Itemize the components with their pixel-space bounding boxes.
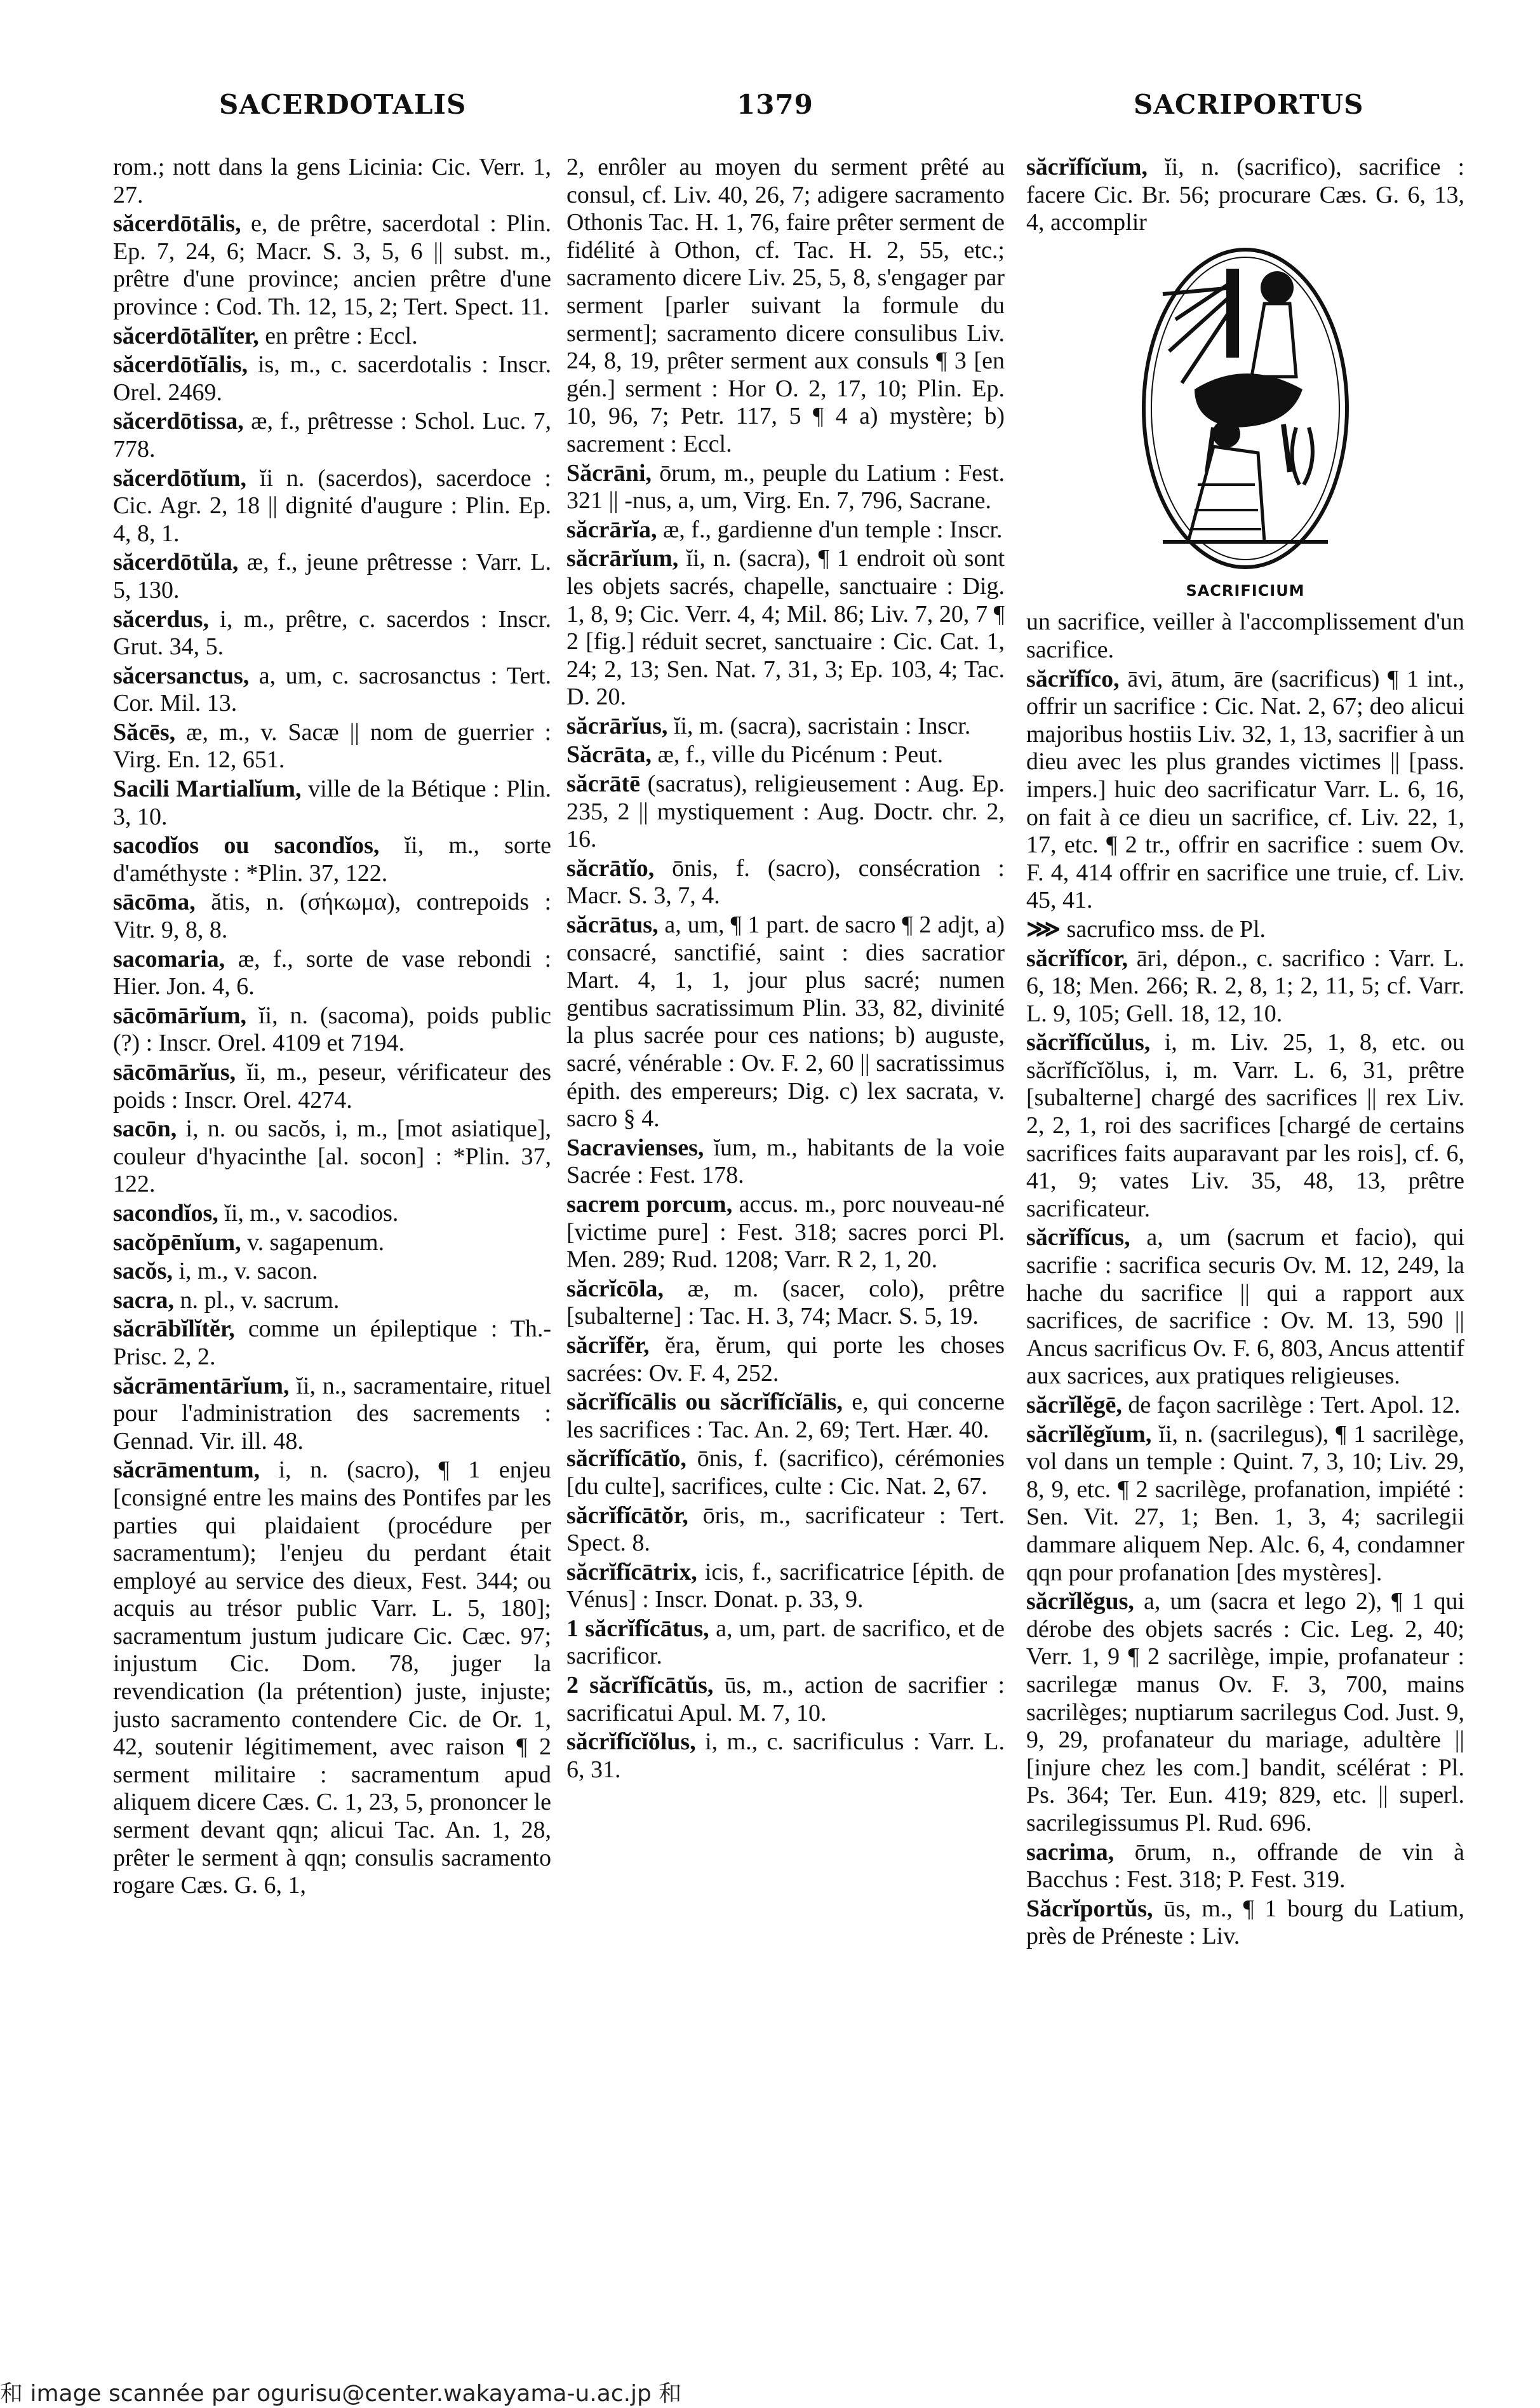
entry-headword: săcrārĭus, — [566, 712, 668, 739]
entry-definition: a, um (sacrum et facio), qui sacrifie : sacrifica securis Ov. M. 12, 249, la hache du sacrifice || qui a rapport aux sacrifices, de sacrifice : Ov. M. 13, 590 || Ancus sacrificus Ov. F. 6, 803, Ancus attentif aux sacrices, aux pratiques religieuses. — [1026, 1224, 1464, 1390]
entry-headword: săcrĭfĭcus, — [1026, 1224, 1130, 1251]
entry-headword: săcrātus, — [566, 911, 659, 939]
dictionary-entry — [113, 889, 551, 944]
entry-definition: is, m., c. sacerdotalis : Inscr. Orel. 2469. — [113, 351, 551, 406]
dictionary-entry — [1026, 609, 1464, 664]
entry-definition: ĭi, n., sacramentaire, rituel pour l'administration des sacrements : Gennad. Vir. ill. 48. — [113, 1372, 551, 1455]
dictionary-entry — [113, 1002, 551, 1058]
dictionary-entry — [113, 1315, 551, 1371]
entry-headword: săcrĭfĭcātĭo, — [566, 1445, 686, 1472]
entry-headword: săcrĭlĕgē, — [1026, 1392, 1122, 1418]
dictionary-entry — [566, 911, 1005, 1133]
entry-definition: e, qui concerne les sacrifices : Tac. An. 2, 69; Tert. Hær. 40. — [566, 1389, 1005, 1443]
entry-headword: săcrābĭlĭtĕr, — [113, 1315, 235, 1343]
entry-headword: sacra, — [113, 1286, 175, 1314]
dictionary-entry — [1026, 1392, 1464, 1420]
entry-definition: accus. m., porc nouveau-né [victime pure] : Fest. 318; sacres porci Pl. Men. 289; Rud. 1208; Varr. R 2, 1, 20. — [566, 1190, 1005, 1274]
entry-definition: æ, f., prêtresse : Schol. Luc. 7, 778. — [113, 408, 551, 462]
dictionary-entry — [113, 351, 551, 407]
entry-headword: Săcēs, — [113, 718, 176, 746]
entry-definition: n. pl., v. sacrum. — [180, 1286, 340, 1314]
entry-headword: săcrāmentārĭum, — [113, 1372, 290, 1399]
dictionary-entry — [113, 323, 551, 351]
entry-definition: ĕra, ĕrum, qui porte les choses sacrées: Ov. F. 4, 252. — [566, 1331, 1005, 1387]
entry-definition: āri, dépon., c. sacrifico : Varr. L. 6, 18; Men. 266; R. 2, 8, 1; 2, 11, 5; cf. Varr. L. 9, 105; Gell. 18, 12, 10. — [1026, 945, 1464, 1027]
entry-headword: Săcrāta, — [566, 741, 652, 769]
dictionary-entry — [566, 1191, 1005, 1274]
dictionary-entry — [113, 832, 551, 887]
dictionary-entry — [566, 855, 1005, 910]
dictionary-entry — [1026, 154, 1464, 237]
entry-headword: sacŏs, — [113, 1258, 173, 1285]
entry-definition: āvi, ātum, āre (sacrificus) ¶ 1 int., offrir un sacrifice : Cic. Nat. 2, 67; deo alicui majoribus hostiis Liv. 32, 1, 13, sacrifier à un dieu avec les plus grandes victimes || [pass. impers.] huic deo sacrificatur Varr. L. 6, 16, on fait à ce dieu un sacrifice, cf. Liv. 22, 1, 17, etc. ¶ 2 tr., offrir en sacrifice : suem Ov. F. 4, 414 offrir en sacrifice une truie, cf. Liv. 45, 41. — [1026, 665, 1464, 914]
dictionary-entry — [1026, 1421, 1464, 1587]
dictionary-entry — [113, 1229, 551, 1257]
entry-definition: ōris, m., sacrificateur : Tert. Spect. 8. — [566, 1502, 1005, 1557]
entry-headword: săcrĭfĭcor, — [1026, 945, 1128, 972]
entry-headword: săcrĭfĭco, — [1026, 665, 1120, 692]
dictionary-entry — [1026, 1895, 1464, 1951]
entry-definition: ĭi, n. (sacoma), poids public (?) : Inscr. Orel. 4109 et 7194. — [113, 1002, 551, 1057]
entry-definition: a, um, part. de sacrifico, et de sacrificor. — [566, 1615, 1005, 1670]
entry-definition: i, m., c. sacrificulus : Varr. L. 6, 31. — [566, 1728, 1005, 1783]
entry-definition: æ, f., gardienne d'un temple : Inscr. — [662, 516, 1003, 543]
entry-definition: en prêtre : Eccl. — [265, 322, 418, 349]
entry-headword: săcerdus, — [113, 605, 209, 633]
entry-headword: săcrĭfĭcālis ou săcrĭfĭcĭālis, — [566, 1389, 843, 1416]
entry-headword: săcrāmentum, — [113, 1456, 260, 1484]
entry-headword: Sacravienses, — [566, 1134, 704, 1161]
entry-definition: 2, enrôler au moyen du serment prêté au consul, cf. Liv. 40, 26, 7; adigere sacramento Othonis Tac. H. 1, 76, faire prêter serment de fidélité à Othon, cf. Tac. H. 2, 55, etc.; sacramento dicere Liv. 25, 5, 8, s'engager par serment [parler suivant la formule du serment]; sacramento dicere consulibus Liv. 24, 8, 19, prêter serment aux consuls ¶ 3 [en gén.] serment : Hor O. 2, 17, 10; Plin. Ep. 10, 96, 7; Petr. 117, 5 ¶ 4 a) mystère; b) sacrement : Eccl. — [566, 154, 1005, 457]
entry-headword: sācōma, — [113, 889, 196, 916]
dictionary-entry — [566, 1332, 1005, 1387]
entry-definition: ĭi, m. (sacra), sacristain : Inscr. — [673, 712, 971, 739]
dictionary-entry — [1026, 1029, 1464, 1223]
entry-definition: ĭi, m., sorte d'améthyste : *Plin. 37, 122. — [113, 832, 551, 887]
entry-definition: ūs, m., ¶ 1 bourg du Latium, près de Préneste : Liv. — [1026, 1895, 1464, 1950]
page-number: 1379 — [737, 89, 814, 120]
dictionary-entry — [113, 606, 551, 661]
dictionary-entry — [113, 1287, 551, 1315]
entry-definition: ville de la Bétique : Plin. 3, 10. — [113, 776, 551, 830]
entry-headword: sacodĭos ou sacondĭos, — [113, 832, 380, 859]
entry-headword: săcrĭfĭcĭum, — [1026, 154, 1148, 180]
dictionary-entry — [113, 210, 551, 321]
entry-headword: sacōn, — [113, 1115, 177, 1143]
entry-headword: săcrārĭa, — [566, 516, 657, 543]
dictionary-entry — [566, 1728, 1005, 1784]
dictionary-entry — [113, 154, 551, 209]
page-header — [0, 76, 1540, 140]
entry-headword: sacŏpēnĭum, — [113, 1228, 241, 1256]
dictionary-entry — [1026, 945, 1464, 1028]
entry-definition: ĭi, n. (sacrilegus), ¶ 1 sacrilège, vol dans un temple : Quint. 7, 3, 10; Liv. 29, 8, 9, etc. ¶ 2 sacrilège, profanation, impiété : Sen. Vit. 27, 1; Ben. 1, 3, 4; sacrilegii dammare aliquem Nep. Alc. 6, 4, condamner qqn pour profanation [des mystères]. — [1026, 1420, 1464, 1586]
entry-definition: un sacrifice, veiller à l'accomplissement d'un sacrifice. — [1026, 609, 1464, 663]
entry-definition: æ, m., v. Sacæ || nom de guerrier : Virg. En. 12, 651. — [113, 718, 551, 774]
entry-definition: ōnis, f. (sacro), consécration : Macr. S. 3, 7, 4. — [566, 854, 1005, 910]
entry-definition: a, um (sacra et lego 2), ¶ 1 qui dérobe des objets sacrés : Cic. Leg. 2, 40; Verr. 1, 9 ¶ 2 sacrilège, impie, profanateur : sacrilegæ manus Ov. F. 3, 700, mains sacrilèges; nuptiarum sacrilegus Cod. Just. 9, 9, 29, profanateur du mariage, adultère || [injure chez les com.] bandit, scélérat : Pl. Ps. 364; Ter. Eun. 419; 829, etc. || superl. sacrilegissumus Pl. Rud. 696. — [1026, 1588, 1464, 1836]
entry-definition: comme un épileptique : Th.-Prisc. 2, 2. — [113, 1315, 551, 1370]
dictionary-entry — [113, 1373, 551, 1456]
entry-headword: săcrĭfĭcātrix, — [566, 1558, 697, 1585]
entry-definition: ōrum, m., peuple du Latium : Fest. 321 || -nus, a, um, Virg. En. 7, 796, Sacrane. — [566, 459, 1005, 515]
entry-definition: sacrufico mss. de Pl. — [1066, 915, 1266, 943]
dictionary-entry — [566, 1615, 1005, 1671]
figure-caption: SACRIFICIUM — [1186, 581, 1305, 600]
entry-headword: săcersanctus, — [113, 662, 250, 689]
dictionary-entry — [113, 1115, 551, 1199]
entry-headword: săcrārĭum, — [566, 545, 679, 572]
entry-headword: sacrima, — [1026, 1838, 1115, 1866]
entry-headword: săcrĭlĕgus, — [1026, 1588, 1134, 1615]
entry-headword: săcerdōtissa, — [113, 408, 244, 435]
dictionary-entry — [1026, 1839, 1464, 1894]
entry-definition: i, m., v. sacon. — [178, 1258, 318, 1285]
sacrificium-illustration — [1068, 243, 1423, 605]
dictionary-entry — [566, 1672, 1005, 1727]
entry-definition: æ, m. (sacer, colo), prêtre [subalterne] : Tac. H. 3, 74; Macr. S. 5, 19. — [566, 1275, 1005, 1330]
entry-definition: v. sagapenum. — [247, 1228, 385, 1256]
entry-definition: i, n. (sacro), ¶ 1 enjeu [consigné entre les mains des Pontifes par les parties qui plaidaient (procédure per sacramentum); l'enjeu du perdant était employé au service des dieux, Fest. 344; ou acquis au trésor public Varr. L. 5, 180]; sacramentum justum judicare Cic. Cæc. 97; injustum Cic. Dom. 78, juger la revendication (la prétention) juste, injuste; justo sacramento contendere Cic. de Or. 1, 42, soutenir légitimement, avec raison ¶ 2 serment militaire : sacramentum apud aliquem dicere Cæs. C. 1, 23, 5, prononcer le serment devant qqn; alicui Tac. An. 1, 28, prêter le serment à qqn; consulis sacramento rogare Cæs. G. 6, 1, — [113, 1456, 551, 1899]
entry-definition: de façon sacrilège : Tert. Apol. 12. — [1128, 1392, 1461, 1418]
entry-definition: i, m. Liv. 25, 1, 8, etc. ou săcrĭfĭcĭŏlus, i, m. Varr. L. 6, 31, prêtre [subalterne] chargé des sacrifices || rex Liv. 2, 2, 1, roi des sacrifices [chargé de certains sacrifices faits auparavant par les rois], cf. 6, 41, 9; vates Liv. 35, 48, 13, prêtre sacrificateur. — [1026, 1029, 1464, 1222]
dictionary-entry — [566, 516, 1005, 544]
dictionary-entry — [566, 1389, 1005, 1444]
entry-definition: e, de prêtre, sacerdotal : Plin. Ep. 7, 24, 6; Macr. S. 3, 5, 6 || subst. m., prêtre d'une province; ancien prêtre d'une province : Cod. Th. 12, 15, 2; Tert. Spect. 11. — [113, 210, 551, 320]
entry-definition: rom.; nott dans la gens Licinia: Cic. Verr. 1, 27. — [113, 154, 551, 208]
entry-definition: ĭi, n. (sacra), ¶ 1 endroit où sont les objets sacrés, chapelle, sanctuaire : Dig. 1, 8, 9; Cic. Verr. 4, 4; Mil. 86; Liv. 7, 20, 7 ¶ 2 [fig.] réduit secret, sanctuaire : Cic. Cat. 1, 24; 2, 13; Sen. Nat. 7, 31, 3; Ep. 103, 4; Tac. D. 20. — [566, 545, 1005, 711]
scan-credit: 和 image scannée par ogurisu@center.wakayama-u.ac.jp 和 — [0, 2381, 682, 2407]
entry-definition: (sacratus), religieusement : Aug. Ep. 235, 2 || mystiquement : Aug. Doctr. chr. 2, 16. — [566, 770, 1005, 853]
entry-headword: sacondĭos, — [113, 1199, 218, 1227]
dictionary-entry — [566, 1275, 1005, 1331]
entry-definition: ĭi, m., peseur, vérificateur des poids : Inscr. Orel. 4274. — [113, 1059, 551, 1113]
entry-headword: sacrem porcum, — [566, 1190, 733, 1218]
dictionary-entry — [1026, 1588, 1464, 1837]
right-guide-word: SACRIPORTUS — [1134, 89, 1364, 120]
column-3-entries — [1026, 609, 1464, 1951]
dictionary-entry — [113, 408, 551, 463]
entry-headword: Săcrĭportŭs, — [1026, 1895, 1153, 1922]
dictionary-entry — [113, 946, 551, 1001]
entry-definition: ōrum, n., offrande de vin à Bacchus : Fest. 318; P. Fest. 319. — [1026, 1838, 1464, 1893]
entry-headword: săcrĭfĭcĭŏlus, — [566, 1728, 696, 1756]
entry-definition: ōnis, f. (sacrifico), cérémonies [du culte], sacrifices, culte : Cic. Nat. 2, 67. — [566, 1445, 1005, 1500]
entry-definition: ĭi, m., v. sacodios. — [224, 1199, 399, 1227]
column-3 — [1026, 154, 1464, 2326]
dictionary-entry — [566, 741, 1005, 769]
entry-definition: i, n. ou sacŏs, i, m., [mot asiatique], couleur d'hyacinthe [al. socon] : *Plin. 37, 122. — [113, 1115, 551, 1198]
dictionary-entry — [113, 663, 551, 718]
entry-headword: ⋙ — [1026, 915, 1061, 943]
dictionary-entry — [113, 776, 551, 831]
entry-headword: 1 săcrĭfĭcātus, — [566, 1615, 709, 1642]
dictionary-entry — [566, 1134, 1005, 1190]
entry-definition: a, um, ¶ 1 part. de sacro ¶ 2 adjt, a) consacré, sanctifié, saint : dies sacratior Mart. 4, 1, 1, jour plus sacré; numen gentibus sacratissimum Plin. 33, 82, divinité la plus sacrée pour ces nations; b) auguste, sacré, vénérable : Ov. F. 2, 60 || sacratissimus épith. des empereurs; Dig. c) lex sacrata, v. sacro § 4. — [566, 911, 1005, 1133]
entry-headword: săcrĭfĭcŭlus, — [1026, 1029, 1151, 1056]
dictionary-entry — [1026, 1224, 1464, 1390]
entry-definition: ĭi, n. (sacrifico), sacrifice : facere Cic. Br. 56; procurare Cæs. G. 6, 13, 4, accomplir — [1026, 154, 1464, 236]
dictionary-entry — [566, 1445, 1005, 1500]
entry-headword: săcrĭfĭcātŏr, — [566, 1502, 688, 1529]
entry-headword: săcerdōtālĭter, — [113, 322, 259, 349]
entry-headword: Sacili Martialĭum, — [113, 776, 302, 803]
entry-definition: æ, f., ville du Picénum : Peut. — [657, 741, 944, 769]
entry-definition: æ, f., sorte de vase rebondi : Hier. Jon. 4, 6. — [113, 945, 551, 1000]
dictionary-entry — [1026, 666, 1464, 915]
entry-headword: sācōmārĭum, — [113, 1002, 247, 1029]
sacrificium-illustration-image — [1137, 243, 1353, 574]
dictionary-entry — [566, 460, 1005, 515]
entry-definition: ĭi n. (sacerdos), sacerdoce : Cic. Agr. 2, 18 || dignité d'augure : Plin. Ep. 4, 8, 1. — [113, 464, 551, 547]
dictionary-entry — [113, 1456, 551, 1900]
dictionary-entry — [113, 549, 551, 604]
dictionary-entry — [113, 1258, 551, 1286]
entry-headword: sācōmārĭus, — [113, 1059, 236, 1086]
entry-headword: Săcrāni, — [566, 459, 652, 487]
dictionary-entry — [1026, 916, 1464, 944]
column-2 — [566, 154, 1005, 2326]
entry-definition: icis, f., sacrificatrice [épith. de Vénus] : Inscr. Donat. p. 33, 9. — [566, 1558, 1005, 1613]
dictionary-entry — [113, 1059, 551, 1114]
entry-headword: săcerdōtālis, — [113, 210, 241, 238]
entry-definition: i, m., prêtre, c. sacerdos : Inscr. Grut. 34, 5. — [113, 605, 551, 661]
entry-headword: săcrĭcōla, — [566, 1275, 664, 1302]
column-1 — [113, 154, 551, 2326]
entry-definition: ĭum, m., habitants de la voie Sacrée : Fest. 178. — [566, 1134, 1005, 1189]
entry-headword: săcerdōtŭla, — [113, 549, 239, 576]
entry-headword: 2 săcrĭfĭcātŭs, — [566, 1672, 714, 1699]
column-3-top-entries — [1026, 154, 1464, 237]
entry-definition: ătis, n. (σήκωμα), contrepoids : Vitr. 9, 8, 8. — [113, 889, 551, 944]
entry-headword: săcrātĭo, — [566, 854, 655, 882]
dictionary-entry — [113, 465, 551, 548]
dictionary-entry — [113, 719, 551, 774]
entry-headword: săcrātē — [566, 770, 641, 798]
dictionary-entry — [566, 1502, 1005, 1557]
dictionary-entry — [566, 770, 1005, 854]
left-guide-word: SACERDOTALIS — [219, 89, 467, 120]
entry-headword: sacomaria, — [113, 945, 225, 972]
entry-definition: æ, f., jeune prêtresse : Varr. L. 5, 130. — [113, 549, 551, 603]
entry-definition: ūs, m., action de sacrifier : sacrificatui Apul. M. 7, 10. — [566, 1672, 1005, 1726]
dictionary-entry — [566, 1559, 1005, 1614]
entry-headword: săcrĭlĕgĭum, — [1026, 1420, 1152, 1448]
entry-headword: săcerdōtĭālis, — [113, 351, 248, 379]
dictionary-entry — [566, 713, 1005, 741]
dictionary-entry — [566, 154, 1005, 459]
entry-headword: săcrĭfĕr, — [566, 1331, 650, 1359]
entry-definition: a, um, c. sacrosanctus : Tert. Cor. Mil. 13. — [113, 662, 551, 717]
entry-headword: săcerdōtĭum, — [113, 464, 247, 492]
dictionary-entry — [566, 545, 1005, 711]
dictionary-entry — [113, 1200, 551, 1228]
